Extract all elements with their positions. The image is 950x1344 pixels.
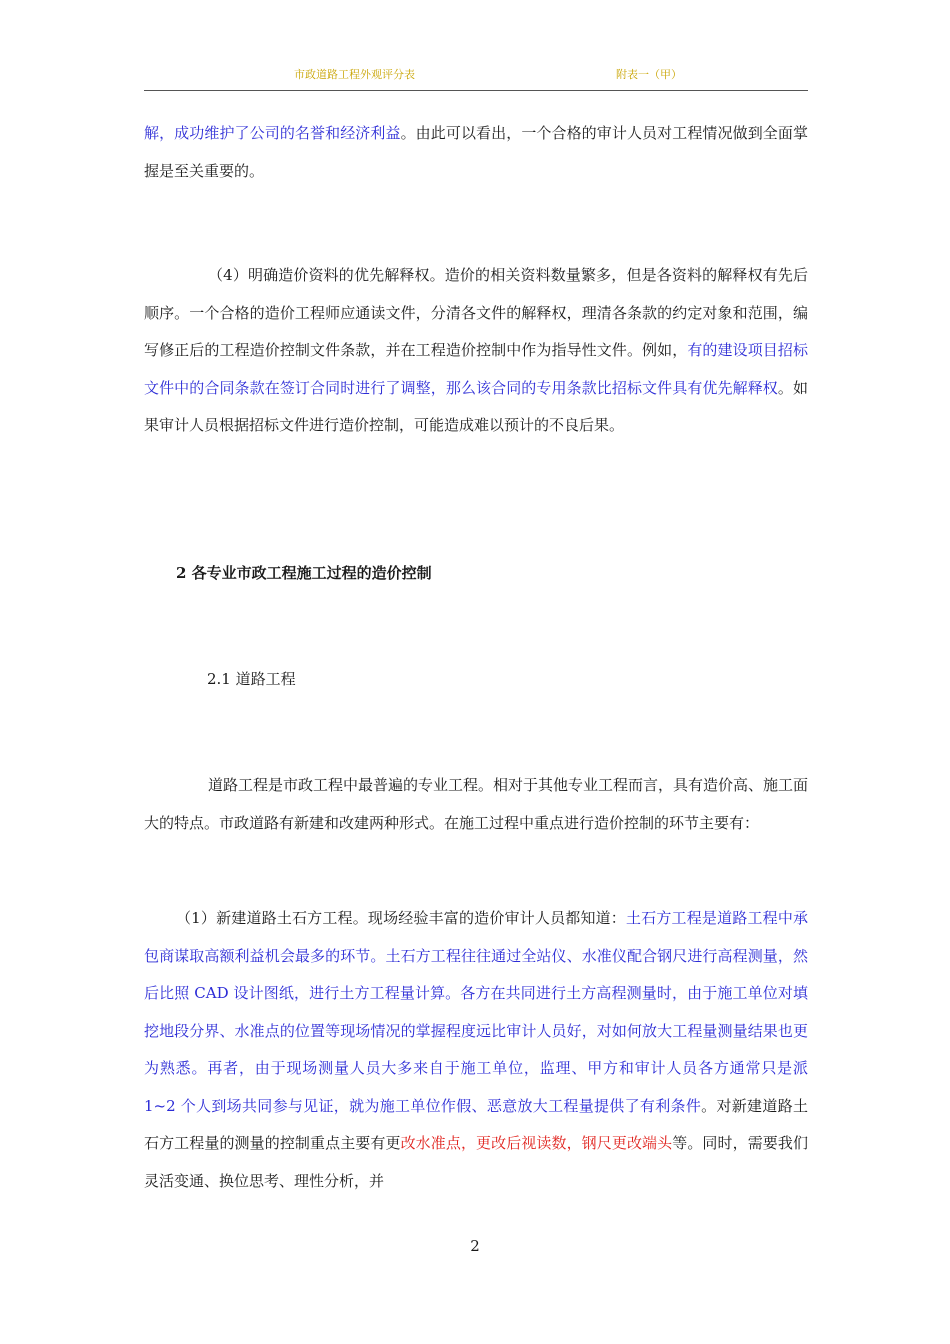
body-text: 。对新建道路土石方工程量的测量的控制重点主要有更 — [144, 1096, 808, 1152]
paragraph-1 — [144, 115, 808, 190]
paragraph-4 — [144, 900, 808, 1200]
body-text: 。如果审计人员根据招标文件进行造价控制，可能造成难以预计的不良后果。 — [144, 378, 808, 434]
highlight-blue-text: 土石方工程是道路工程中承包商谋取高额利益机会最多的环节。土石方工程往往通过全站仪、水准仪配合钢尺进行高程测量，然后比照 CAD 设计图纸，进行土方工程量计算。各方在共同进行土方高程测量时，由于施工单位对填挖地段分界、水准点的位置等现场情况的掌握程度远比审计人员好，对如何放大工程量测量结果也更为熟悉。再者，由于现场测量人员大多来自于施工单位，监理、甲方和审计人员各方通常只是派 1~2 个人到场共同参与见证，就为施工单位作假、恶意放大工程量提供了有利条件 — [144, 909, 808, 1115]
paragraph-2 — [144, 257, 808, 445]
page-number: 2 — [470, 1237, 480, 1255]
header-appendix-label: 附表一（甲） — [616, 68, 682, 81]
header-title: 市政道路工程外观评分表 — [294, 68, 415, 81]
paragraph-3: 道路工程是市政工程中最普遍的专业工程。相对于其他专业工程而言，具有造价高、施工面大的特点。市政道路有新建和改建两种形式。在施工过程中重点进行造价控制的环节主要有： — [144, 776, 809, 832]
body-text: 等。同时，需要我们灵活变通、换位思考、理性分析，并 — [144, 1134, 808, 1190]
highlight-red-text: 改水准点，更改后视读数，钢尺更改端头 — [400, 1134, 673, 1152]
page-header — [144, 64, 808, 91]
highlight-blue-text: 有的建设项目招标文件中的合同条款在签订合同时进行了调整，那么该合同的专用条款比招标文件具有优先解释权 — [144, 341, 808, 397]
highlight-blue-text: 解，成功维护了公司的名誉和经济利益 — [144, 124, 401, 142]
body-text: 。由此可以看出，一个合格的审计人员对工程情况做到全面掌握是至关重要的。 — [144, 124, 808, 180]
section-heading: 2 各专业市政工程施工过程的造价控制 — [176, 564, 432, 582]
body-text: （1）新建道路土石方工程。现场经验丰富的造价审计人员都知道： — [176, 909, 626, 927]
body-text: （4）明确造价资料的优先解释权。造价的相关资料数量繁多，但是各资料的解释权有先后顺序。一个合格的造价工程师应通读文件，分清各文件的解释权，理清各条款的约定对象和范围，编写修正后的工程造价控制文件条款，并在工程造价控制中作为指导性文件。例如， — [144, 266, 808, 359]
subsection-heading: 2.1 道路工程 — [207, 670, 296, 688]
